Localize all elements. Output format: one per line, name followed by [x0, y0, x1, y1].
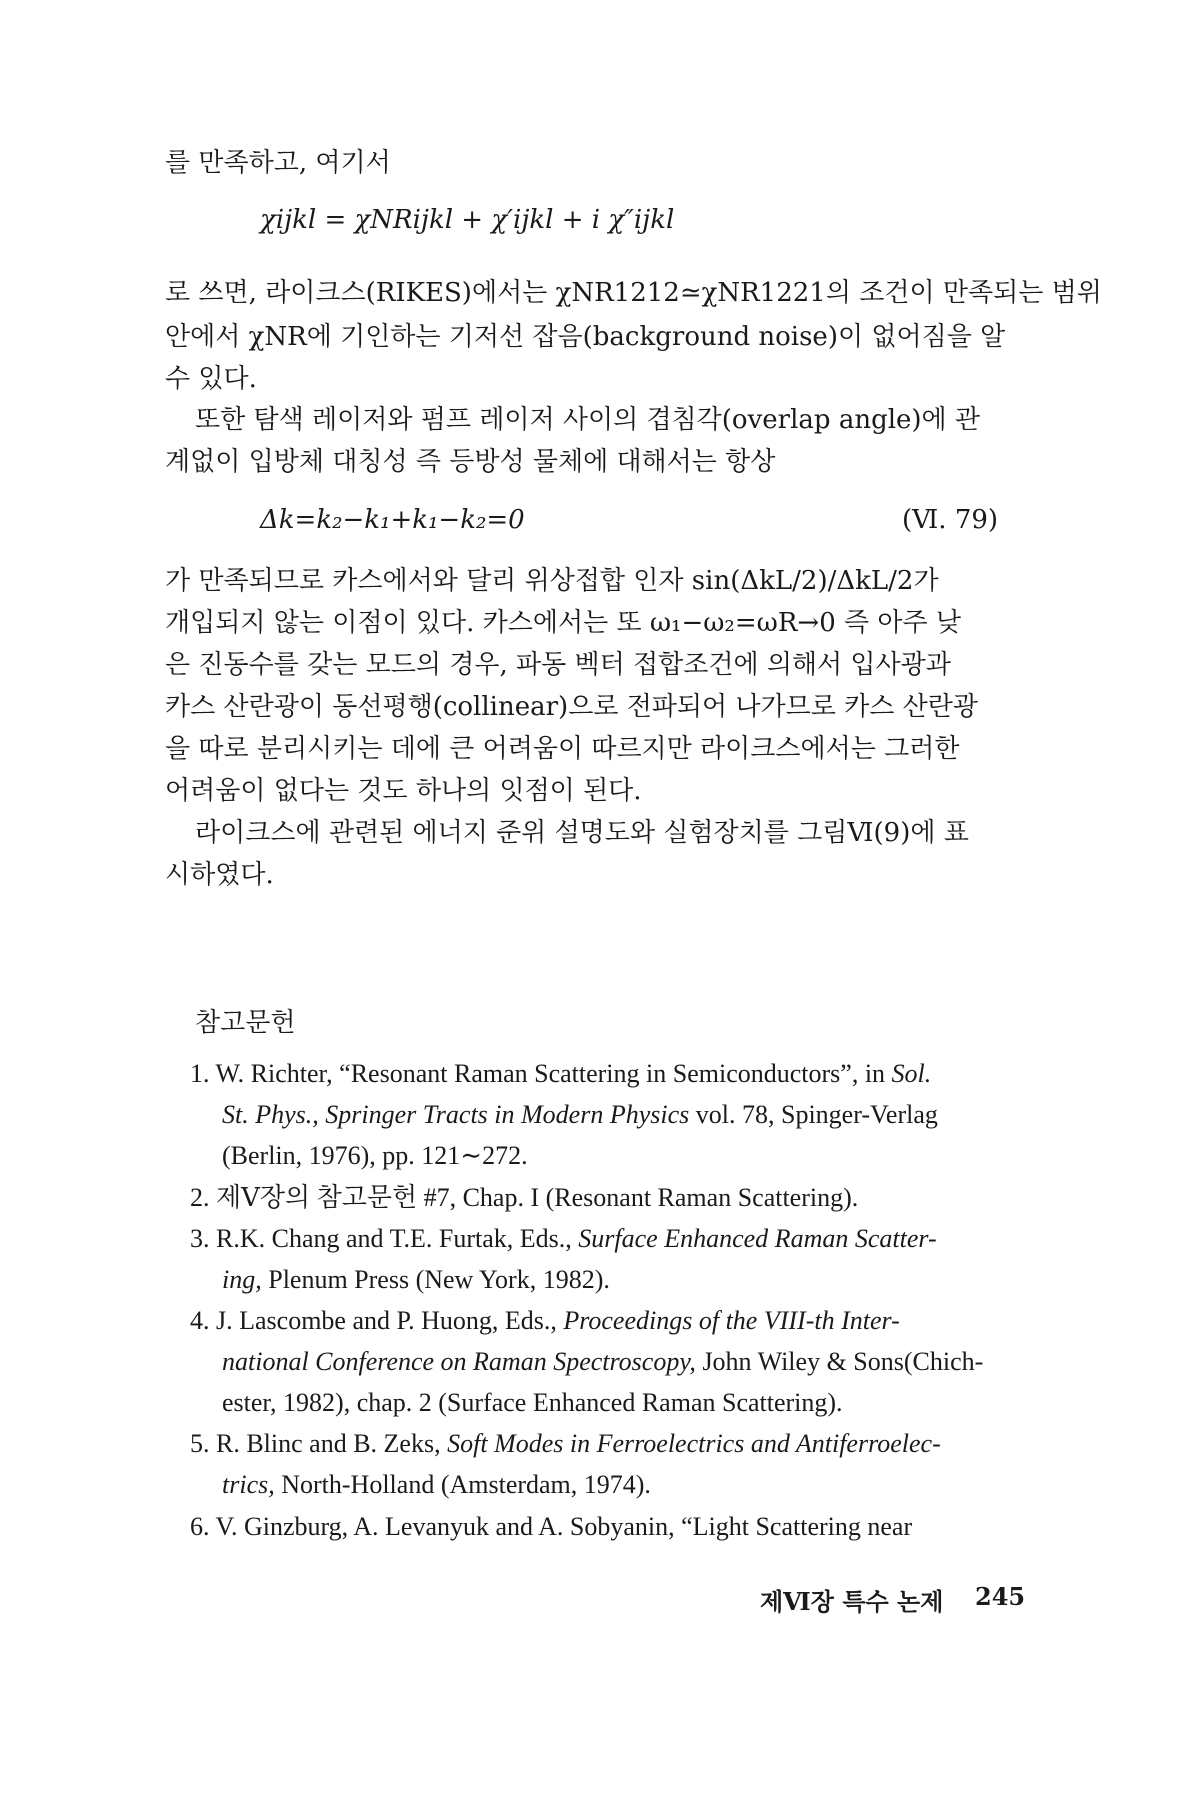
- reference-source: Sol.: [891, 1059, 932, 1088]
- running-head: 제Ⅵ장 특수 논제: [760, 1587, 944, 1616]
- reference-text: vol. 78, Spinger-Verlag: [689, 1100, 938, 1129]
- text-line: 라이크스에 관련된 에너지 준위 설명도와 실험장치를 그림Ⅵ(9)에 표: [195, 818, 969, 848]
- reference-6: 6. V. Ginzburg, A. Levanyuk and A. Sobyanin, “Light Scattering near: [190, 1512, 913, 1541]
- reference-source: St. Phys., Springer Tracts in Modern Physics: [222, 1100, 690, 1129]
- reference-3: [190, 1223, 937, 1254]
- text-line: 수 있다.: [165, 364, 257, 394]
- text-line: 안에서 χNR에 기인하는 기저선 잡음(background noise)이 없어짐을 알: [165, 322, 1006, 352]
- reference-4-cont: [222, 1346, 983, 1377]
- text-line: 은 진동수를 갖는 모드의 경우, 파동 벡터 접합조건에 의해서 입사광과: [165, 650, 951, 680]
- text-line: 를 만족하고, 여기서: [165, 148, 391, 178]
- text-line: 카스 산란광이 동선평행(collinear)으로 전파되어 나가므로 카스 산란광: [165, 692, 978, 722]
- reference-2: 2. 제Ⅴ장의 참고문헌 #7, Chap. I (Resonant Raman Scattering).: [190, 1183, 859, 1212]
- reference-source: Surface Enhanced Raman Scatter-: [578, 1224, 937, 1253]
- equation-number: (Ⅵ. 79): [902, 505, 999, 535]
- reference-text: 3. R.K. Chang and T.E. Furtak, Eds.,: [190, 1224, 579, 1253]
- reference-1: [190, 1058, 931, 1089]
- text-line: 또한 탐색 레이저와 펌프 레이저 사이의 겹침각(overlap angle)에 관: [195, 405, 981, 435]
- reference-text: 4. J. Lascombe and P. Huong, Eds.,: [190, 1306, 564, 1335]
- reference-source: trics,: [222, 1470, 275, 1499]
- reference-text: John Wiley & Sons(Chich-: [695, 1347, 984, 1376]
- page-number: 245: [975, 1582, 1026, 1611]
- reference-4-cont: ester, 1982), chap. 2 (Surface Enhanced Raman Scattering).: [222, 1388, 843, 1417]
- text-line: 계없이 입방체 대칭성 즉 등방성 물체에 대해서는 항상: [165, 447, 776, 477]
- reference-source: ing,: [222, 1265, 262, 1294]
- text-line: 어려움이 없다는 것도 하나의 잇점이 된다.: [165, 776, 642, 806]
- reference-5-cont: [222, 1469, 651, 1500]
- reference-source: national Conference on Raman Spectroscopy,: [222, 1347, 696, 1376]
- reference-source: Soft Modes in Ferroelectrics and Antiferroelec-: [447, 1429, 941, 1458]
- equation-delta-k: Δk=k₂−k₁+k₁−k₂=0: [260, 505, 525, 535]
- reference-4: [190, 1305, 900, 1336]
- reference-1-cont: (Berlin, 1976), pp. 121∼272.: [222, 1141, 528, 1170]
- reference-text: North-Holland (Amsterdam, 1974).: [274, 1470, 651, 1499]
- text-line: 로 쓰면, 라이크스(RIKES)에서는 χNR1212≃χNR1221의 조건이 만족되는 범위: [165, 278, 1102, 308]
- equation-chi: χijkl = χNRijkl + χ′ijkl + i χ″ijkl: [260, 205, 675, 235]
- reference-source: Proceedings of the VIII-th Inter-: [563, 1306, 900, 1335]
- reference-text: Plenum Press (New York, 1982).: [261, 1265, 610, 1294]
- text-line: 을 따로 분리시키는 데에 큰 어려움이 따르지만 라이크스에서는 그러한: [165, 734, 960, 764]
- references-heading: 참고문헌: [195, 1008, 296, 1038]
- reference-3-cont: [222, 1264, 610, 1295]
- reference-text: 5. R. Blinc and B. Zeks,: [190, 1429, 448, 1458]
- text-line: 시하였다.: [165, 860, 274, 890]
- reference-text: 1. W. Richter, “Resonant Raman Scattering in Semiconductors”, in: [190, 1059, 892, 1088]
- text-line: 개입되지 않는 이점이 있다. 카스에서는 또 ω₁−ω₂=ωR→0 즉 아주 낮: [165, 608, 962, 638]
- reference-5: [190, 1428, 941, 1459]
- reference-1-cont: [222, 1099, 938, 1130]
- text-line: 가 만족되므로 카스에서와 달리 위상접합 인자 sin(ΔkL/2)/ΔkL/2가: [165, 566, 939, 596]
